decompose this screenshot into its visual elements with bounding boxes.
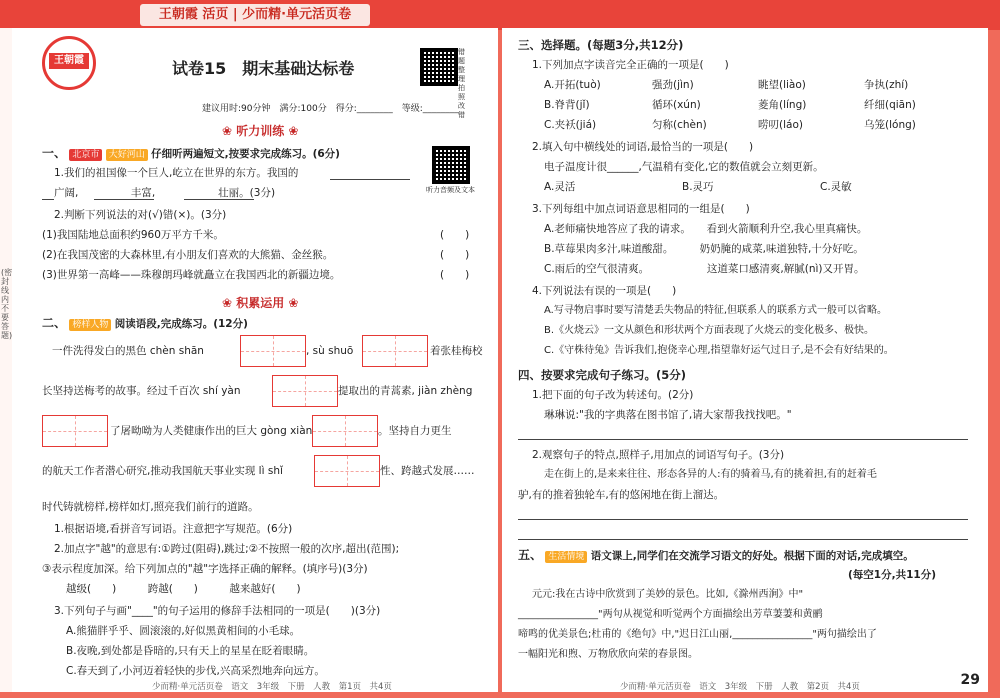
q1-2c: (3)世界第一高峰——珠穆朗玛峰就矗立在我国西北的新疆边境。 [42, 269, 341, 281]
q2-3c[interactable]: C.春天到了,小河迈着轻快的步伐,兴高采烈地奔向远方。 [66, 665, 325, 677]
r2-sentence: 电子温度计很______,气温稍有变化,它的数值就会立刻更新。 [544, 161, 824, 173]
left-page [12, 28, 498, 692]
q2-tag: 榜样人物 [69, 319, 111, 331]
page-footer: 少而精·单元活页卷 语文 3年级 下册 人教 第2页 共4页 [620, 682, 860, 692]
dialog-line2[interactable]: ________________"两句从视觉和听觉两个方面描绘出芳草萋萋和黄鹂 [518, 609, 823, 620]
q2-2c[interactable]: 越级( ) 跨越( ) 越来越好( ) [66, 583, 301, 595]
dialog-line3[interactable]: 啼鸣的优美景色;杜甫的《绝句》中,"迟日江山丽,________________"两句描绘出了 [518, 629, 877, 640]
page-number: 29 [960, 672, 980, 688]
listen-header: ❀ 听力训练 ❀ [222, 124, 299, 138]
answer-blank[interactable] [94, 198, 154, 200]
s5-instruction: 语文课上,同学们在交流学习语文的好处。根据下面的对话,完成填空。 [590, 550, 914, 562]
q2-3a[interactable]: A.熊猫胖乎乎、圆滚滚的,好似黑黄相间的小毛球。 [66, 625, 301, 637]
answer-line[interactable] [518, 538, 968, 540]
passage-line4b: 性、跨越式发展…… [380, 465, 475, 477]
passage-line5: 时代铸就榜样,榜样如灯,照亮我们前行的道路。 [42, 501, 259, 513]
page-title: 试卷15 期末基础达标卷 [172, 59, 355, 78]
r3-optA[interactable]: A.老师痛快地答应了我的请求。 看到火箭顺利升空,我心里真痛快。 [544, 223, 868, 235]
q1-2b: (2)在我国茂密的大森林里,有小朋友们喜欢的大熊猫、金丝猴。 [42, 249, 334, 261]
q1-tag-city: 北京市 [69, 149, 102, 161]
q2-3b[interactable]: B.夜晚,到处都是昏暗的,只有天上的星星在眨着眼睛。 [66, 645, 315, 657]
q2-number: 二、 [42, 316, 67, 330]
r1-optC-1[interactable]: C.夹袄(jiá) [544, 119, 597, 131]
r3-optB[interactable]: B.草莓果肉多汁,味道酸甜。 奶奶腌的咸菜,味道独特,十分好吃。 [544, 243, 864, 255]
r3-optC[interactable]: C.雨后的空气很清爽。 这道菜口感清爽,解腻(nì)又开胃。 [544, 263, 865, 275]
r1-question: 1.下列加点字读音完全正确的一项是( ) [532, 59, 729, 71]
brand-logo [42, 36, 96, 90]
q2-3: 3.下列句子与画"____"的句子运用的修辞手法相同的一项是( )(3分) [54, 605, 381, 617]
r6-sentence: 走在街上的,是来来往往、形态各异的人:有的骑着马,有的挑着担,有的赶着毛 [544, 469, 877, 480]
series-banner: 王朝霞 活页 | 少而精·单元活页卷 [140, 4, 370, 26]
logo-text: 王朝霞 [49, 53, 89, 69]
s5-heading [518, 548, 914, 563]
dialog-line1: 元元:我在古诗中欣赏到了美妙的景色。比如,《滁州西涧》中" [532, 589, 804, 600]
r6-sentence2: 驴,有的推着独轮车,有的悠闲地在街上溜达。 [518, 489, 725, 501]
r2-optB[interactable]: B.灵巧 [682, 181, 714, 193]
answer-grid[interactable] [362, 335, 428, 367]
s3-heading: 三、选择题。(每题3分,共12分) [518, 38, 684, 52]
r2-optC[interactable]: C.灵敏 [820, 181, 852, 193]
passage-line1b: , sù shuō [306, 345, 354, 357]
r2-question: 2.填入句中横线处的词语,最恰当的一项是( ) [532, 141, 754, 153]
answer-grid[interactable] [240, 335, 306, 367]
r1-optC-4: 乌笼(lóng) [864, 119, 916, 131]
q1-1-text: 1.我们的祖国像一个巨人,屹立在世界的东方。我国的 [54, 167, 299, 179]
binding-text: (密封线内不要答题) [1, 268, 13, 340]
r2-optA[interactable]: A.灵活 [544, 181, 576, 193]
r1-optB-1[interactable]: B.脊背(jǐ) [544, 99, 590, 111]
s5-tag: 生活情境 [545, 551, 587, 563]
r1-optB-4: 纤细(qiān) [864, 99, 916, 111]
r4-optC[interactable]: C.《守株待兔》告诉我们,抱侥幸心理,指望靠好运气过日子,是不会有好结果的。 [544, 345, 894, 356]
accum-header-text: 积累运用 [236, 296, 285, 310]
answer-blank[interactable] [184, 198, 254, 200]
passage-line3b: 。坚持自力更生 [378, 425, 452, 437]
r5-question: 1.把下面的句子改为转述句。(2分) [532, 389, 694, 401]
passage-line1c: 着张桂梅校 [430, 345, 483, 357]
q2-instruction: 阅读语段,完成练习。(12分) [114, 318, 248, 330]
r1-optB-2: 循环(xún) [652, 99, 701, 111]
r5-sentence: 琳琳说:"我的字典落在图书馆了,请大家帮我找找吧。" [544, 409, 792, 421]
r1-optA-1[interactable]: A.开拓(tuò) [544, 79, 601, 91]
q1-number: 一、 [42, 146, 67, 160]
passage-line2b: 提取出的青蒿素, jiàn zhèng [338, 385, 473, 397]
q2-heading [42, 316, 248, 331]
answer-grid[interactable] [272, 375, 338, 407]
qr-caption: 听力音频及文本 [426, 186, 475, 194]
answer-grid[interactable] [312, 415, 378, 447]
binding-strip [0, 28, 12, 692]
answer-blank[interactable] [330, 178, 410, 180]
accum-header: ❀ 积累运用 ❀ [222, 296, 299, 310]
r6-question: 2.观察句子的特点,照样子,用加点的词语写句子。(3分) [532, 449, 785, 461]
r1-optA-2: 强劲(jìn) [652, 79, 694, 91]
s5-score: (每空1分,共11分) [848, 569, 937, 581]
listen-header-text: 听力训练 [236, 124, 285, 138]
r1-optC-2: 匀称(chèn) [652, 119, 707, 131]
dialog-line4: 一幅阳光和煦、万物欣欣向荣的春景图。 [518, 649, 698, 660]
r1-optB-3: 菱角(líng) [758, 99, 807, 111]
passage-line1a: 一件洗得发白的黑色 chèn shān [52, 345, 204, 357]
right-page [502, 28, 988, 692]
r4-optA[interactable]: A.写寻物启事时要写清楚丢失物品的特征,但联系人的联系方式一般可以省略。 [544, 305, 888, 316]
r4-optB[interactable]: B.《火烧云》一文从颜色和形状两个方面表现了火烧云的变化极多、极快。 [544, 325, 875, 336]
answer-grid[interactable] [314, 455, 380, 487]
passage-line2a: 长坚持送梅考的故事。经过千百次 shí yàn [42, 385, 241, 397]
r1-optC-3: 唠叨(láo) [758, 119, 803, 131]
q1-instruction: 仔细听两遍短文,按要求完成练习。(6分) [151, 148, 340, 160]
answer-paren[interactable]: ( ) [440, 269, 470, 281]
q1-2-text: 2.判断下列说法的对(√)错(×)。(3分) [54, 209, 227, 221]
r1-optA-4: 争执(zhí) [864, 79, 909, 91]
r4-question: 4.下列说法有误的一项是( ) [532, 285, 677, 297]
passage-line4a: 的航天工作者潜心研究,推动我国航天事业实现 lì shǐ [42, 465, 283, 477]
meta-info: 建议用时:90分钟 满分:100分 得分:________ 等级:________ [202, 104, 459, 114]
answer-blank[interactable] [42, 198, 54, 200]
q2-1: 1.根据语境,看拼音写词语。注意把字写规范。(6分) [54, 523, 293, 535]
qr-code-icon[interactable] [420, 48, 458, 86]
answer-grid[interactable] [42, 415, 108, 447]
page-footer: 少而精·单元活页卷 语文 3年级 下册 人教 第1页 共4页 [152, 682, 392, 692]
r3-question: 3.下列每组中加点词语意思相同的一组是( ) [532, 203, 750, 215]
answer-paren[interactable]: ( ) [440, 249, 470, 261]
q1-heading [42, 146, 340, 161]
s4-heading: 四、按要求完成句子练习。(5分) [518, 368, 687, 382]
audio-qr-icon[interactable] [432, 146, 470, 184]
passage-line3a: 了屠呦呦为人类健康作出的巨大 gòng xiàn [110, 425, 313, 437]
answer-paren[interactable]: ( ) [440, 229, 470, 241]
q2-2a: 2.加点字"越"的意思有:①跨过(阻碍),跳过;②不按照一般的次序,超出(范围); [54, 543, 400, 555]
r1-optA-3: 眺望(liào) [758, 79, 806, 91]
s5-number: 五、 [518, 548, 543, 562]
answer-line[interactable] [518, 518, 968, 520]
q1-tag-theme: 大好河山 [106, 149, 148, 161]
qr-side-label: 错题整理拍照改错 [458, 48, 465, 119]
q2-2b: ③表示程度加深。给下列加点的"越"字选择正确的解释。(填序号)(3分) [42, 563, 368, 575]
answer-line[interactable] [518, 438, 968, 440]
q1-1b-text: 广阔, 丰富, 壮丽。(3分) [54, 187, 276, 199]
q1-2a: (1)我国陆地总面积约960万平方千米。 [42, 229, 224, 241]
